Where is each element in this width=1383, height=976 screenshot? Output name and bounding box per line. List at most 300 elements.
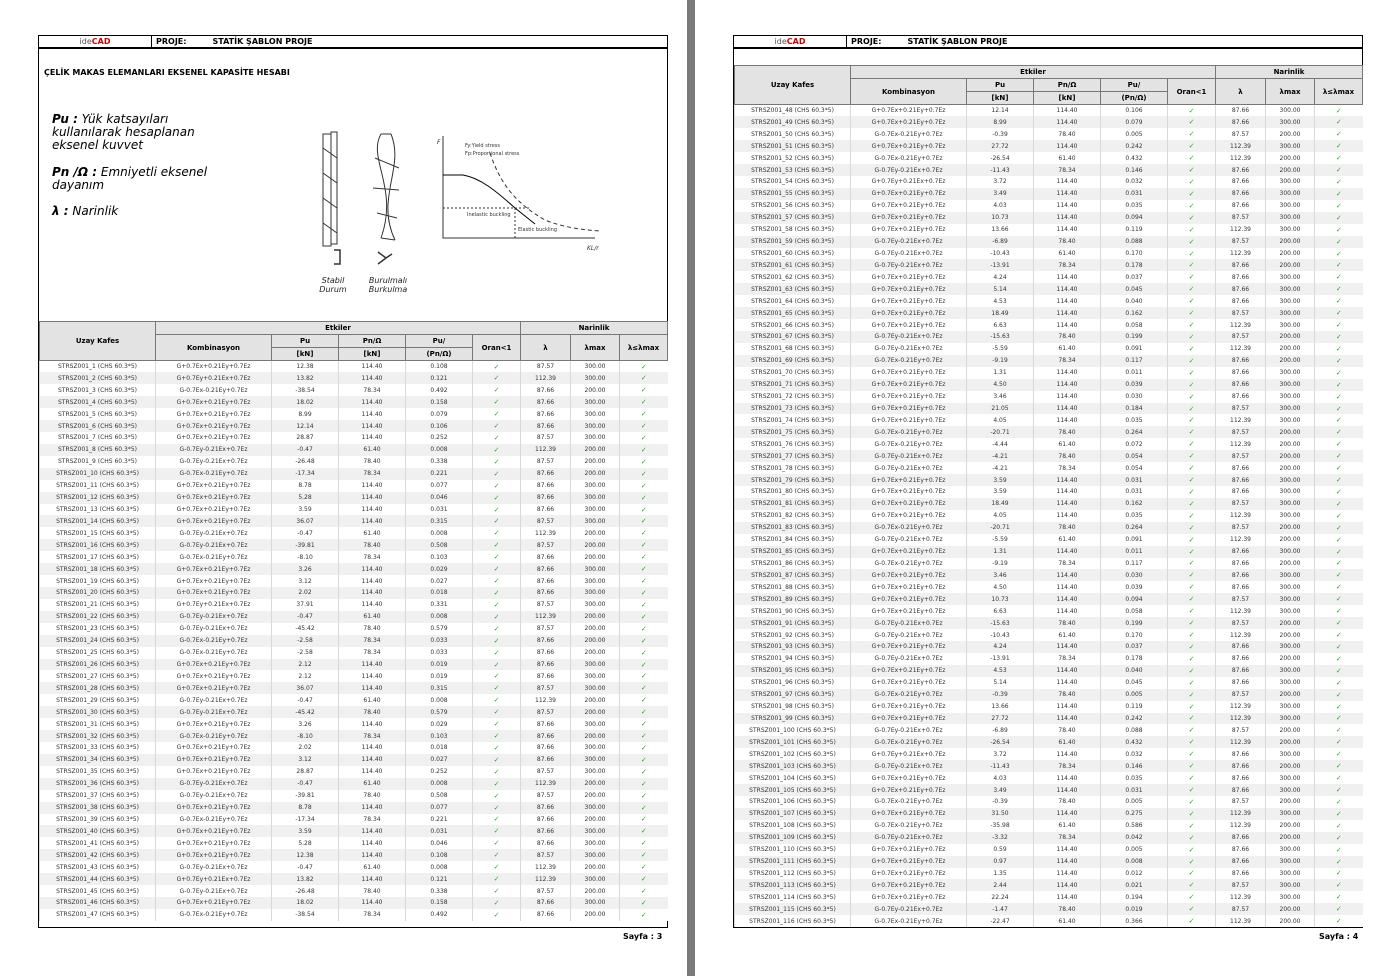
ratio-cell: 0.184 <box>1101 403 1168 415</box>
stable-caption: Stabil Durum <box>319 276 347 294</box>
pu-cell: -5.59 <box>967 343 1034 355</box>
oran-check-icon: ✓ <box>1168 558 1216 570</box>
ratio-cell: 0.008 <box>406 611 473 623</box>
lambda-max-cell: 200.00 <box>1266 915 1315 927</box>
ratio-cell: 0.242 <box>1101 140 1168 152</box>
pn-cell: 78.40 <box>1034 903 1101 915</box>
pu-cell: 3.26 <box>272 718 339 730</box>
member-cell: STRSZ001_23 (CHS 60.3*5) <box>40 623 156 635</box>
pn-cell: 61.40 <box>339 444 406 456</box>
lambda-check-icon: ✓ <box>620 396 668 408</box>
table-row <box>735 140 1363 152</box>
lambda-cell: 87.57 <box>1216 522 1266 534</box>
table-row <box>735 772 1363 784</box>
combination-cell: G+0.7Ex+0.21Ey+0.7Ez <box>156 670 272 682</box>
ratio-cell: 0.586 <box>1101 820 1168 832</box>
ratio-cell: 0.031 <box>1101 784 1168 796</box>
pn-cell: 114.40 <box>1034 486 1101 498</box>
lambda-cell: 87.57 <box>1216 426 1266 438</box>
lambda-cell: 112.39 <box>1216 152 1266 164</box>
pn-cell: 114.40 <box>339 372 406 384</box>
table-row <box>40 539 668 551</box>
ratio-cell: 0.019 <box>406 670 473 682</box>
combination-cell: G+0.7Ey+0.21Ex+0.7Ez <box>156 372 272 384</box>
lambda-max-cell: 200.00 <box>1266 128 1315 140</box>
pu-cell: -9.19 <box>967 558 1034 570</box>
lambda-max-cell: 300.00 <box>571 659 620 671</box>
member-cell: STRSZ001_110 (CHS 60.3*5) <box>735 844 851 856</box>
ratio-cell: 0.170 <box>1101 629 1168 641</box>
lambda-cell: 87.57 <box>521 790 571 802</box>
lambda-check-icon: ✓ <box>620 742 668 754</box>
combination-cell: G-0.7Ey-0.21Ex+0.7Ez <box>851 236 967 248</box>
lambda-max-cell: 300.00 <box>571 718 620 730</box>
lambda-max-cell: 300.00 <box>1266 605 1315 617</box>
lambda-cell: 87.66 <box>1216 200 1266 212</box>
pu-cell: 8.99 <box>272 408 339 420</box>
combination-cell: G-0.7Ex-0.21Ey+0.7Ez <box>851 558 967 570</box>
oran-check-icon: ✓ <box>1168 760 1216 772</box>
ratio-cell: 0.077 <box>406 802 473 814</box>
ratio-cell: 0.121 <box>406 873 473 885</box>
lambda-max-cell: 200.00 <box>1266 164 1315 176</box>
member-cell: STRSZ001_57 (CHS 60.3*5) <box>735 212 851 224</box>
oran-check-icon: ✓ <box>473 670 521 682</box>
buckled-caption: Burulmalı Burkulma <box>368 276 408 294</box>
combination-cell: G+0.7Ey+0.21Ex+0.7Ez <box>851 176 967 188</box>
member-cell: STRSZ001_92 (CHS 60.3*5) <box>735 629 851 641</box>
lambda-check-icon: ✓ <box>620 480 668 492</box>
table-row <box>40 861 668 873</box>
header-pu: Pu <box>967 79 1034 92</box>
lambda-cell: 87.57 <box>1216 403 1266 415</box>
lambda-check-icon: ✓ <box>1315 641 1363 653</box>
ratio-cell: 0.508 <box>406 790 473 802</box>
lambda-max-cell: 300.00 <box>571 766 620 778</box>
combination-cell: G+0.7Ex+0.21Ey+0.7Ez <box>851 188 967 200</box>
table-row <box>735 617 1363 629</box>
section-icons <box>320 248 410 270</box>
combination-cell: G-0.7Ey-0.21Ex+0.7Ez <box>156 706 272 718</box>
lambda-check-icon: ✓ <box>620 694 668 706</box>
lambda-check-icon: ✓ <box>1315 605 1363 617</box>
member-cell: STRSZ001_19 (CHS 60.3*5) <box>40 575 156 587</box>
table-row <box>735 438 1363 450</box>
combination-cell: G+0.7Ex+0.21Ey+0.7Ez <box>851 891 967 903</box>
pu-cell: -0.47 <box>272 861 339 873</box>
lambda-cell: 112.39 <box>1216 140 1266 152</box>
idecad-logo: ideCAD <box>734 36 847 47</box>
oran-check-icon: ✓ <box>1168 116 1216 128</box>
lambda-max-cell: 300.00 <box>1266 581 1315 593</box>
oran-check-icon: ✓ <box>1168 450 1216 462</box>
pu-cell: 13.66 <box>967 701 1034 713</box>
pn-cell: 114.40 <box>1034 868 1101 880</box>
lambda-check-icon: ✓ <box>620 551 668 563</box>
table-row <box>735 105 1363 117</box>
lambda-max-cell: 200.00 <box>1266 820 1315 832</box>
lambda-cell: 112.39 <box>1216 319 1266 331</box>
pn-cell: 61.40 <box>1034 343 1101 355</box>
table-row <box>40 504 668 516</box>
pn-cell: 114.40 <box>339 504 406 516</box>
ratio-cell: 0.199 <box>1101 331 1168 343</box>
capacity-table-left <box>39 321 668 921</box>
lambda-cell: 87.66 <box>521 563 571 575</box>
member-cell: STRSZ001_93 (CHS 60.3*5) <box>735 641 851 653</box>
prop-label: Fp:Proportional stress <box>465 151 520 157</box>
pu-cell: 18.02 <box>272 897 339 909</box>
oran-check-icon: ✓ <box>473 563 521 575</box>
ratio-cell: 0.031 <box>1101 486 1168 498</box>
oran-check-icon: ✓ <box>1168 736 1216 748</box>
ratio-cell: 0.094 <box>1101 593 1168 605</box>
ratio-cell: 0.019 <box>1101 903 1168 915</box>
oran-check-icon: ✓ <box>473 492 521 504</box>
table-row <box>735 629 1363 641</box>
member-cell: STRSZ001_96 (CHS 60.3*5) <box>735 677 851 689</box>
table-row <box>735 319 1363 331</box>
pn-cell: 114.40 <box>1034 414 1101 426</box>
oran-check-icon: ✓ <box>1168 820 1216 832</box>
table-row <box>735 510 1363 522</box>
combination-cell: G+0.7Ex+0.21Ey+0.7Ez <box>156 802 272 814</box>
ratio-cell: 0.027 <box>406 754 473 766</box>
pn-cell: 78.40 <box>1034 617 1101 629</box>
lambda-check-icon: ✓ <box>620 670 668 682</box>
table-row <box>735 724 1363 736</box>
member-cell: STRSZ001_66 (CHS 60.3*5) <box>735 319 851 331</box>
page-number: Sayfa : 4 <box>1319 932 1359 941</box>
oran-check-icon: ✓ <box>1168 844 1216 856</box>
ratio-cell: 0.033 <box>406 635 473 647</box>
table-row <box>40 897 668 909</box>
lambda-max-cell: 200.00 <box>571 444 620 456</box>
lambda-max-cell: 300.00 <box>1266 498 1315 510</box>
lambda-check-icon: ✓ <box>620 837 668 849</box>
member-cell: STRSZ001_40 (CHS 60.3*5) <box>40 825 156 837</box>
table-row <box>735 522 1363 534</box>
pu-cell: -20.71 <box>967 522 1034 534</box>
lambda-max-cell: 300.00 <box>1266 319 1315 331</box>
combination-cell: G-0.7Ey-0.21Ex+0.7Ez <box>156 456 272 468</box>
pn-cell: 114.40 <box>1034 593 1101 605</box>
pn-cell: 114.40 <box>1034 224 1101 236</box>
combination-cell: G+0.7Ex+0.21Ey+0.7Ez <box>851 307 967 319</box>
pn-cell: 114.40 <box>1034 546 1101 558</box>
ratio-cell: 0.103 <box>406 551 473 563</box>
pn-cell: 114.40 <box>1034 879 1101 891</box>
lambda-check-icon: ✓ <box>620 587 668 599</box>
pn-cell: 114.40 <box>339 432 406 444</box>
member-cell: STRSZ001_56 (CHS 60.3*5) <box>735 200 851 212</box>
lambda-check-icon: ✓ <box>1315 522 1363 534</box>
lambda-check-icon: ✓ <box>1315 891 1363 903</box>
table-row <box>735 403 1363 415</box>
ratio-cell: 0.035 <box>1101 772 1168 784</box>
ratio-cell: 0.088 <box>1101 724 1168 736</box>
member-cell: STRSZ001_8 (CHS 60.3*5) <box>40 444 156 456</box>
lambda-max-cell: 200.00 <box>571 730 620 742</box>
lambda-cell: 87.66 <box>1216 474 1266 486</box>
pn-cell: 114.40 <box>1034 176 1101 188</box>
table-row <box>735 379 1363 391</box>
lambda-cell: 112.39 <box>1216 915 1266 927</box>
oran-check-icon: ✓ <box>1168 486 1216 498</box>
legend-pn: Pn /Ω : Emniyetli eksenel dayanım <box>52 165 208 192</box>
combination-cell: G+0.7Ex+0.21Ey+0.7Ez <box>851 295 967 307</box>
combination-cell: G+0.7Ex+0.21Ey+0.7Ez <box>156 754 272 766</box>
member-cell: STRSZ001_6 (CHS 60.3*5) <box>40 420 156 432</box>
oran-check-icon: ✓ <box>473 730 521 742</box>
ratio-cell: 0.242 <box>1101 713 1168 725</box>
table-row <box>735 713 1363 725</box>
lambda-check-icon: ✓ <box>1315 367 1363 379</box>
combination-cell: G+0.7Ex+0.21Ey+0.7Ez <box>156 504 272 516</box>
lambda-max-cell: 200.00 <box>1266 796 1315 808</box>
combination-cell: G-0.7Ex-0.21Ey+0.7Ez <box>851 915 967 927</box>
lambda-cell: 87.66 <box>1216 176 1266 188</box>
lambda-max-cell: 300.00 <box>1266 891 1315 903</box>
lambda-max-cell: 300.00 <box>571 849 620 861</box>
lambda-max-cell: 200.00 <box>571 635 620 647</box>
pn-cell: 114.40 <box>339 587 406 599</box>
combination-cell: G-0.7Ex-0.21Ey+0.7Ez <box>851 736 967 748</box>
member-cell: STRSZ001_27 (CHS 60.3*5) <box>40 670 156 682</box>
combination-cell: G+0.7Ex+0.21Ey+0.7Ez <box>851 569 967 581</box>
yield-label: Fy:Yield stress <box>465 143 500 149</box>
table-row <box>735 844 1363 856</box>
pn-cell: 78.40 <box>339 790 406 802</box>
oran-check-icon: ✓ <box>1168 259 1216 271</box>
pu-cell: 5.28 <box>272 492 339 504</box>
pu-cell: -4.21 <box>967 462 1034 474</box>
oran-check-icon: ✓ <box>473 706 521 718</box>
header-pn: Pn/Ω <box>339 335 406 348</box>
lambda-max-cell: 300.00 <box>1266 784 1315 796</box>
lambda-cell: 87.57 <box>521 849 571 861</box>
pn-cell: 114.40 <box>1034 319 1101 331</box>
pu-cell: 12.38 <box>272 849 339 861</box>
lambda-max-cell: 300.00 <box>571 682 620 694</box>
member-cell: STRSZ001_99 (CHS 60.3*5) <box>735 713 851 725</box>
ratio-cell: 0.019 <box>406 659 473 671</box>
ratio-cell: 0.012 <box>1101 868 1168 880</box>
pu-cell: -26.54 <box>967 736 1034 748</box>
member-cell: STRSZ001_71 (CHS 60.3*5) <box>735 379 851 391</box>
header-lambda-check: λ≤λmax <box>1315 79 1363 105</box>
combination-cell: G-0.7Ey-0.21Ex+0.7Ez <box>851 462 967 474</box>
pn-cell: 114.40 <box>1034 367 1101 379</box>
pu-cell: 8.78 <box>272 802 339 814</box>
pn-cell: 78.40 <box>339 706 406 718</box>
lambda-max-cell: 200.00 <box>1266 152 1315 164</box>
table-row <box>40 635 668 647</box>
table-row <box>735 879 1363 891</box>
combination-cell: G-0.7Ex-0.21Ey+0.7Ez <box>156 468 272 480</box>
lambda-check-icon: ✓ <box>1315 808 1363 820</box>
member-cell: STRSZ001_34 (CHS 60.3*5) <box>40 754 156 766</box>
member-cell: STRSZ001_9 (CHS 60.3*5) <box>40 456 156 468</box>
member-cell: STRSZ001_35 (CHS 60.3*5) <box>40 766 156 778</box>
pu-cell: 31.50 <box>967 808 1034 820</box>
table-row <box>735 891 1363 903</box>
lambda-max-cell: 300.00 <box>571 825 620 837</box>
oran-check-icon: ✓ <box>1168 295 1216 307</box>
ratio-cell: 0.508 <box>406 539 473 551</box>
combination-cell: G+0.7Ey+0.21Ex+0.7Ez <box>156 599 272 611</box>
combination-cell: G+0.7Ex+0.21Ey+0.7Ez <box>851 212 967 224</box>
table-row <box>735 701 1363 713</box>
combination-cell: G+0.7Ex+0.21Ey+0.7Ez <box>156 575 272 587</box>
table-row <box>735 820 1363 832</box>
oran-check-icon: ✓ <box>473 659 521 671</box>
header-kombinasyon: Kombinasyon <box>156 335 272 361</box>
pn-cell: 78.34 <box>339 384 406 396</box>
pu-cell: 12.14 <box>272 420 339 432</box>
lambda-check-icon: ✓ <box>1315 116 1363 128</box>
lambda-cell: 87.66 <box>1216 164 1266 176</box>
table-row <box>40 623 668 635</box>
pn-cell: 114.40 <box>339 849 406 861</box>
lambda-check-icon: ✓ <box>1315 462 1363 474</box>
oran-check-icon: ✓ <box>473 825 521 837</box>
member-cell: STRSZ001_25 (CHS 60.3*5) <box>40 647 156 659</box>
lambda-max-cell: 300.00 <box>571 670 620 682</box>
pu-cell: -0.47 <box>272 611 339 623</box>
pu-cell: 3.49 <box>967 188 1034 200</box>
lambda-max-cell: 300.00 <box>571 742 620 754</box>
lambda-check-icon: ✓ <box>1315 701 1363 713</box>
lambda-max-cell: 200.00 <box>1266 522 1315 534</box>
pu-cell: 28.87 <box>272 766 339 778</box>
lambda-check-icon: ✓ <box>620 766 668 778</box>
lambda-cell: 87.57 <box>521 456 571 468</box>
combination-cell: G-0.7Ey-0.21Ex+0.7Ez <box>851 724 967 736</box>
member-cell: STRSZ001_64 (CHS 60.3*5) <box>735 295 851 307</box>
table-row <box>735 868 1363 880</box>
lambda-max-cell: 300.00 <box>1266 701 1315 713</box>
page-divider <box>687 0 695 976</box>
lambda-cell: 87.57 <box>521 599 571 611</box>
pu-cell: -17.34 <box>272 814 339 826</box>
combination-cell: G+0.7Ex+0.21Ey+0.7Ez <box>156 396 272 408</box>
ratio-cell: 0.039 <box>1101 379 1168 391</box>
lambda-cell: 87.66 <box>1216 665 1266 677</box>
lambda-max-cell: 300.00 <box>1266 283 1315 295</box>
ratio-cell: 0.040 <box>1101 295 1168 307</box>
lambda-max-cell: 200.00 <box>571 623 620 635</box>
ratio-cell: 0.108 <box>406 849 473 861</box>
lambda-check-icon: ✓ <box>620 682 668 694</box>
pu-cell: -35.98 <box>967 820 1034 832</box>
ratio-cell: 0.008 <box>406 778 473 790</box>
lambda-max-cell: 200.00 <box>571 706 620 718</box>
lambda-max-cell: 200.00 <box>1266 629 1315 641</box>
table-row <box>40 432 668 444</box>
oran-check-icon: ✓ <box>1168 379 1216 391</box>
pu-cell: 3.72 <box>967 176 1034 188</box>
member-cell: STRSZ001_60 (CHS 60.3*5) <box>735 248 851 260</box>
combination-cell: G+0.7Ex+0.21Ey+0.7Ez <box>156 849 272 861</box>
combination-cell: G+0.7Ex+0.21Ey+0.7Ez <box>851 224 967 236</box>
pu-cell: -0.47 <box>272 694 339 706</box>
table-row <box>735 474 1363 486</box>
oran-check-icon: ✓ <box>473 766 521 778</box>
lambda-max-cell: 200.00 <box>1266 438 1315 450</box>
member-cell: STRSZ001_4 (CHS 60.3*5) <box>40 396 156 408</box>
header-etkiler: Etkiler <box>156 322 521 335</box>
table-row <box>40 527 668 539</box>
ratio-cell: 0.170 <box>1101 248 1168 260</box>
header-lambda: λ <box>521 335 571 361</box>
combination-cell: G+0.7Ex+0.21Ey+0.7Ez <box>851 486 967 498</box>
lambda-max-cell: 200.00 <box>571 468 620 480</box>
lambda-max-cell: 200.00 <box>1266 558 1315 570</box>
ratio-cell: 0.091 <box>1101 343 1168 355</box>
lambda-max-cell: 300.00 <box>1266 391 1315 403</box>
lambda-max-cell: 300.00 <box>571 802 620 814</box>
combination-cell: G+0.7Ex+0.21Ey+0.7Ez <box>851 200 967 212</box>
lambda-check-icon: ✓ <box>620 420 668 432</box>
lambda-max-cell: 300.00 <box>571 754 620 766</box>
lambda-max-cell: 300.00 <box>1266 105 1315 117</box>
lambda-check-icon: ✓ <box>1315 224 1363 236</box>
lambda-check-icon: ✓ <box>1315 844 1363 856</box>
member-cell: STRSZ001_108 (CHS 60.3*5) <box>735 820 851 832</box>
pu-cell: -26.48 <box>272 456 339 468</box>
oran-check-icon: ✓ <box>1168 355 1216 367</box>
table-row <box>40 837 668 849</box>
ratio-cell: 0.027 <box>406 575 473 587</box>
table-row <box>735 748 1363 760</box>
table-row <box>40 372 668 384</box>
lambda-cell: 87.66 <box>1216 188 1266 200</box>
combination-cell: G+0.7Ex+0.21Ey+0.7Ez <box>851 379 967 391</box>
member-cell: STRSZ001_41 (CHS 60.3*5) <box>40 837 156 849</box>
lambda-cell: 87.66 <box>1216 581 1266 593</box>
lambda-cell: 87.66 <box>521 504 571 516</box>
ratio-cell: 0.031 <box>1101 188 1168 200</box>
oran-check-icon: ✓ <box>1168 748 1216 760</box>
pu-cell: -22.47 <box>967 915 1034 927</box>
oran-check-icon: ✓ <box>1168 593 1216 605</box>
member-cell: STRSZ001_112 (CHS 60.3*5) <box>735 868 851 880</box>
page-number: Sayfa : 3 <box>623 932 663 941</box>
ratio-cell: 0.119 <box>1101 701 1168 713</box>
pn-cell: 114.40 <box>339 766 406 778</box>
ratio-cell: 0.088 <box>1101 236 1168 248</box>
ratio-cell: 0.029 <box>406 718 473 730</box>
pn-cell: 78.34 <box>1034 164 1101 176</box>
pu-cell: -10.43 <box>967 629 1034 641</box>
table-row <box>735 486 1363 498</box>
member-cell: STRSZ001_16 (CHS 60.3*5) <box>40 539 156 551</box>
combination-cell: G-0.7Ey-0.21Ex+0.7Ez <box>851 534 967 546</box>
ratio-cell: 0.079 <box>1101 116 1168 128</box>
lambda-max-cell: 300.00 <box>1266 772 1315 784</box>
combination-cell: G+0.7Ex+0.21Ey+0.7Ez <box>851 271 967 283</box>
member-cell: STRSZ001_102 (CHS 60.3*5) <box>735 748 851 760</box>
lambda-max-cell: 200.00 <box>1266 331 1315 343</box>
buckling-figure <box>315 128 615 258</box>
member-cell: STRSZ001_79 (CHS 60.3*5) <box>735 474 851 486</box>
lambda-check-icon: ✓ <box>1315 629 1363 641</box>
combination-cell: G+0.7Ex+0.21Ey+0.7Ez <box>156 420 272 432</box>
table-row <box>735 426 1363 438</box>
member-cell: STRSZ001_77 (CHS 60.3*5) <box>735 450 851 462</box>
pn-cell: 114.40 <box>1034 641 1101 653</box>
